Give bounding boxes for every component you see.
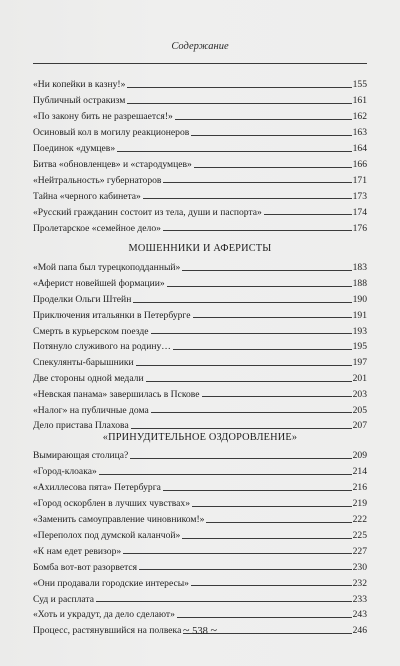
toc-entry-page: 173 [352,190,367,202]
toc-entry-page: 183 [352,262,367,274]
toc-leader-line [143,198,352,199]
toc-entry [33,605,367,620]
toc-entry-title: Проделки Ольги Штейн [33,294,132,305]
toc-entry-page: 193 [352,325,367,337]
toc-entry-page: 227 [352,545,367,557]
toc-entry-title: Бомба вот-вот разорвется [33,561,138,573]
toc-entry-page: 191 [352,309,367,321]
toc-leader-line [191,585,352,586]
toc-entry-page: 188 [352,278,367,290]
toc-leader-line [264,214,352,215]
toc-entry [33,541,367,556]
toc-leader-line [202,396,352,397]
toc-entry-page: 195 [352,341,367,353]
toc-entry [33,400,367,415]
toc-entry-title: Вымирающая столица? [33,450,129,462]
toc-entry [33,478,367,493]
toc-entry [33,557,367,572]
toc-leader-line [191,135,351,136]
toc-entry-page: 174 [352,206,367,218]
toc-entry [33,337,367,352]
toc-leader-line [182,270,351,271]
toc-leader-line [96,601,352,602]
toc-entry [33,123,367,138]
toc-entry [33,384,367,399]
toc-entry-title: «Хоть и украдут, да дело сделают» [33,609,175,621]
toc-entry-page: 222 [352,514,367,525]
toc-entry-page: 164 [352,143,367,154]
toc-entry-page: 219 [352,498,367,510]
toc-leader-line [167,286,352,287]
toc-entry-title: Публичный остракизм [33,95,126,107]
page-number: 538 [192,626,208,637]
toc-entry-title: Тайна «черного кабинета» [33,190,141,202]
toc-entry [33,290,367,305]
toc-entry-title: «Переполох под думской каланчой» [33,529,181,541]
section-heading: «ПРИНУДИТЕЛЬНОЕ ОЗДОРОВЛЕНИЕ» [102,432,298,443]
toc-entry-title: «Город-клоака» [33,466,97,478]
running-header: Содержание [171,41,229,52]
toc-leader-line [146,381,352,382]
toc-entry-title: «Русский гражданин состоит из тела, души и паспорта» [33,206,262,218]
toc-entry [33,75,367,90]
toc-entry-page: 205 [352,404,367,416]
toc-entry [33,462,367,477]
toc-leader-line [163,230,352,231]
toc-entry [33,139,367,154]
toc-entry [33,494,367,509]
toc-entry-title: Суд и расплата [33,593,94,605]
toc-entry-title: «Ни копейки в казну!» [33,79,126,91]
toc-entry-page: 233 [352,593,367,605]
toc-entry-page: 214 [352,466,367,478]
toc-entry [33,526,367,541]
toc-entry [33,258,367,273]
toc-entry-page: 201 [352,373,367,384]
toc-entry [33,369,367,384]
toc-entry-page: 162 [352,111,367,123]
toc-entry [33,589,367,604]
toc-leader-line [192,506,352,507]
toc-entry [33,510,367,525]
toc-leader-line [163,490,352,491]
page-footer [0,623,400,638]
toc-leader-line [177,617,352,618]
toc-entry-title: «Город оскорблен в лучших чувствах» [33,498,191,510]
toc-entry [33,573,367,588]
toc-entry [33,107,367,122]
header-rule [33,63,367,64]
toc-entry [33,218,367,233]
toc-entry-title: «По закону бить не разрешается!» [33,111,173,123]
toc-entry-title: Смерть в курьерском поезде [33,325,149,337]
toc-leader-line [151,412,352,413]
toc-entry-title: Поединок «думцев» [33,143,116,154]
toc-leader-line [194,167,352,168]
toc-entry-page: 207 [352,420,367,432]
toc-entry-title: «Нейтральность» губернаторов [33,174,162,186]
toc-entry-page: 171 [352,174,367,186]
toc-entry-page: 232 [352,577,367,589]
toc-entry-title: «Невская панама» завершилась в Пскове [33,388,200,400]
toc-leader-line [136,365,352,366]
section-heading: МОШЕННИКИ И АФЕРИСТЫ [128,243,272,254]
toc-leader-line [99,474,352,475]
toc-entry-page: 216 [352,482,367,494]
toc-leader-line [117,151,351,152]
footer-tilde-right: ~ [210,623,217,637]
toc-entry-title: «Они продавали городские интересы» [33,577,189,589]
toc-entry-title: «Аферист новейшей формации» [33,278,165,290]
toc-leader-line [133,302,351,303]
toc-entry-title: Приключения итальянки в Петербурге [33,309,191,321]
toc-entry-page: 197 [352,357,367,369]
toc-entry-page: 155 [352,79,367,91]
toc-entry-page: 209 [352,450,367,462]
toc-leader-line [182,538,351,539]
toc-entry [33,305,367,320]
toc-leader-line [206,522,351,523]
toc-entry-title: «Мой папа был турецкоподданный» [33,262,181,274]
toc-entry-title: Битва «обновленцев» и «стародумцев» [33,158,192,170]
toc-entry-page: 166 [352,158,367,170]
toc-entry-page: 203 [352,388,367,400]
toc-leader-line [163,182,351,183]
toc-entry-title: Осиновый кол в могилу реакционеров [33,127,190,139]
toc-leader-line [131,428,352,429]
toc-entry-title: Потянуло служивого на родину… [33,341,171,353]
toc-entry-title: Пролетарское «семейное дело» [33,222,161,234]
toc-leader-line [127,103,351,104]
toc-leader-line [173,349,352,350]
toc-entry [33,416,367,431]
toc-entry-title: Процесс, растянувшийся на полвека [33,625,182,637]
toc-entry-title: «Ахиллесова пята» Петербурга [33,482,161,494]
toc-entry [33,170,367,185]
toc-entry-page: 225 [352,529,367,541]
toc-entry-page: 230 [352,561,367,573]
toc-leader-line [151,333,352,334]
toc-leader-line [130,458,351,459]
toc-entry-title: «К нам едет ревизор» [33,545,122,557]
toc-entry-title: «Заменить самоуправление чиновником!» [33,514,205,525]
toc-entry [33,91,367,106]
toc-entry [33,446,367,461]
toc-entry-page: 176 [352,222,367,234]
toc-entry-page: 163 [352,127,367,139]
toc-entry [33,155,367,170]
footer-tilde-left: ~ [183,623,190,637]
toc-entry [33,274,367,289]
toc-entry-page: 190 [352,294,367,305]
toc-entry-page: 246 [352,625,367,637]
toc-entry [33,321,367,336]
toc-leader-line [139,569,352,570]
toc-entry-title: Дело пристава Плахова [33,420,129,432]
toc-entry-title: «Налог» на публичные дома [33,404,149,416]
toc-leader-line [175,119,352,120]
toc-leader-line [123,553,351,554]
toc-entry-title: Две стороны одной медали [33,373,144,384]
toc-entry [33,186,367,201]
toc-entry-title: Спекулянты-барышники [33,357,134,369]
toc-entry-page: 243 [352,609,367,621]
toc-leader-line [127,87,351,88]
toc-entry [33,202,367,217]
toc-entry-page: 161 [352,95,367,107]
toc-leader-line [193,317,352,318]
toc-entry [33,353,367,368]
